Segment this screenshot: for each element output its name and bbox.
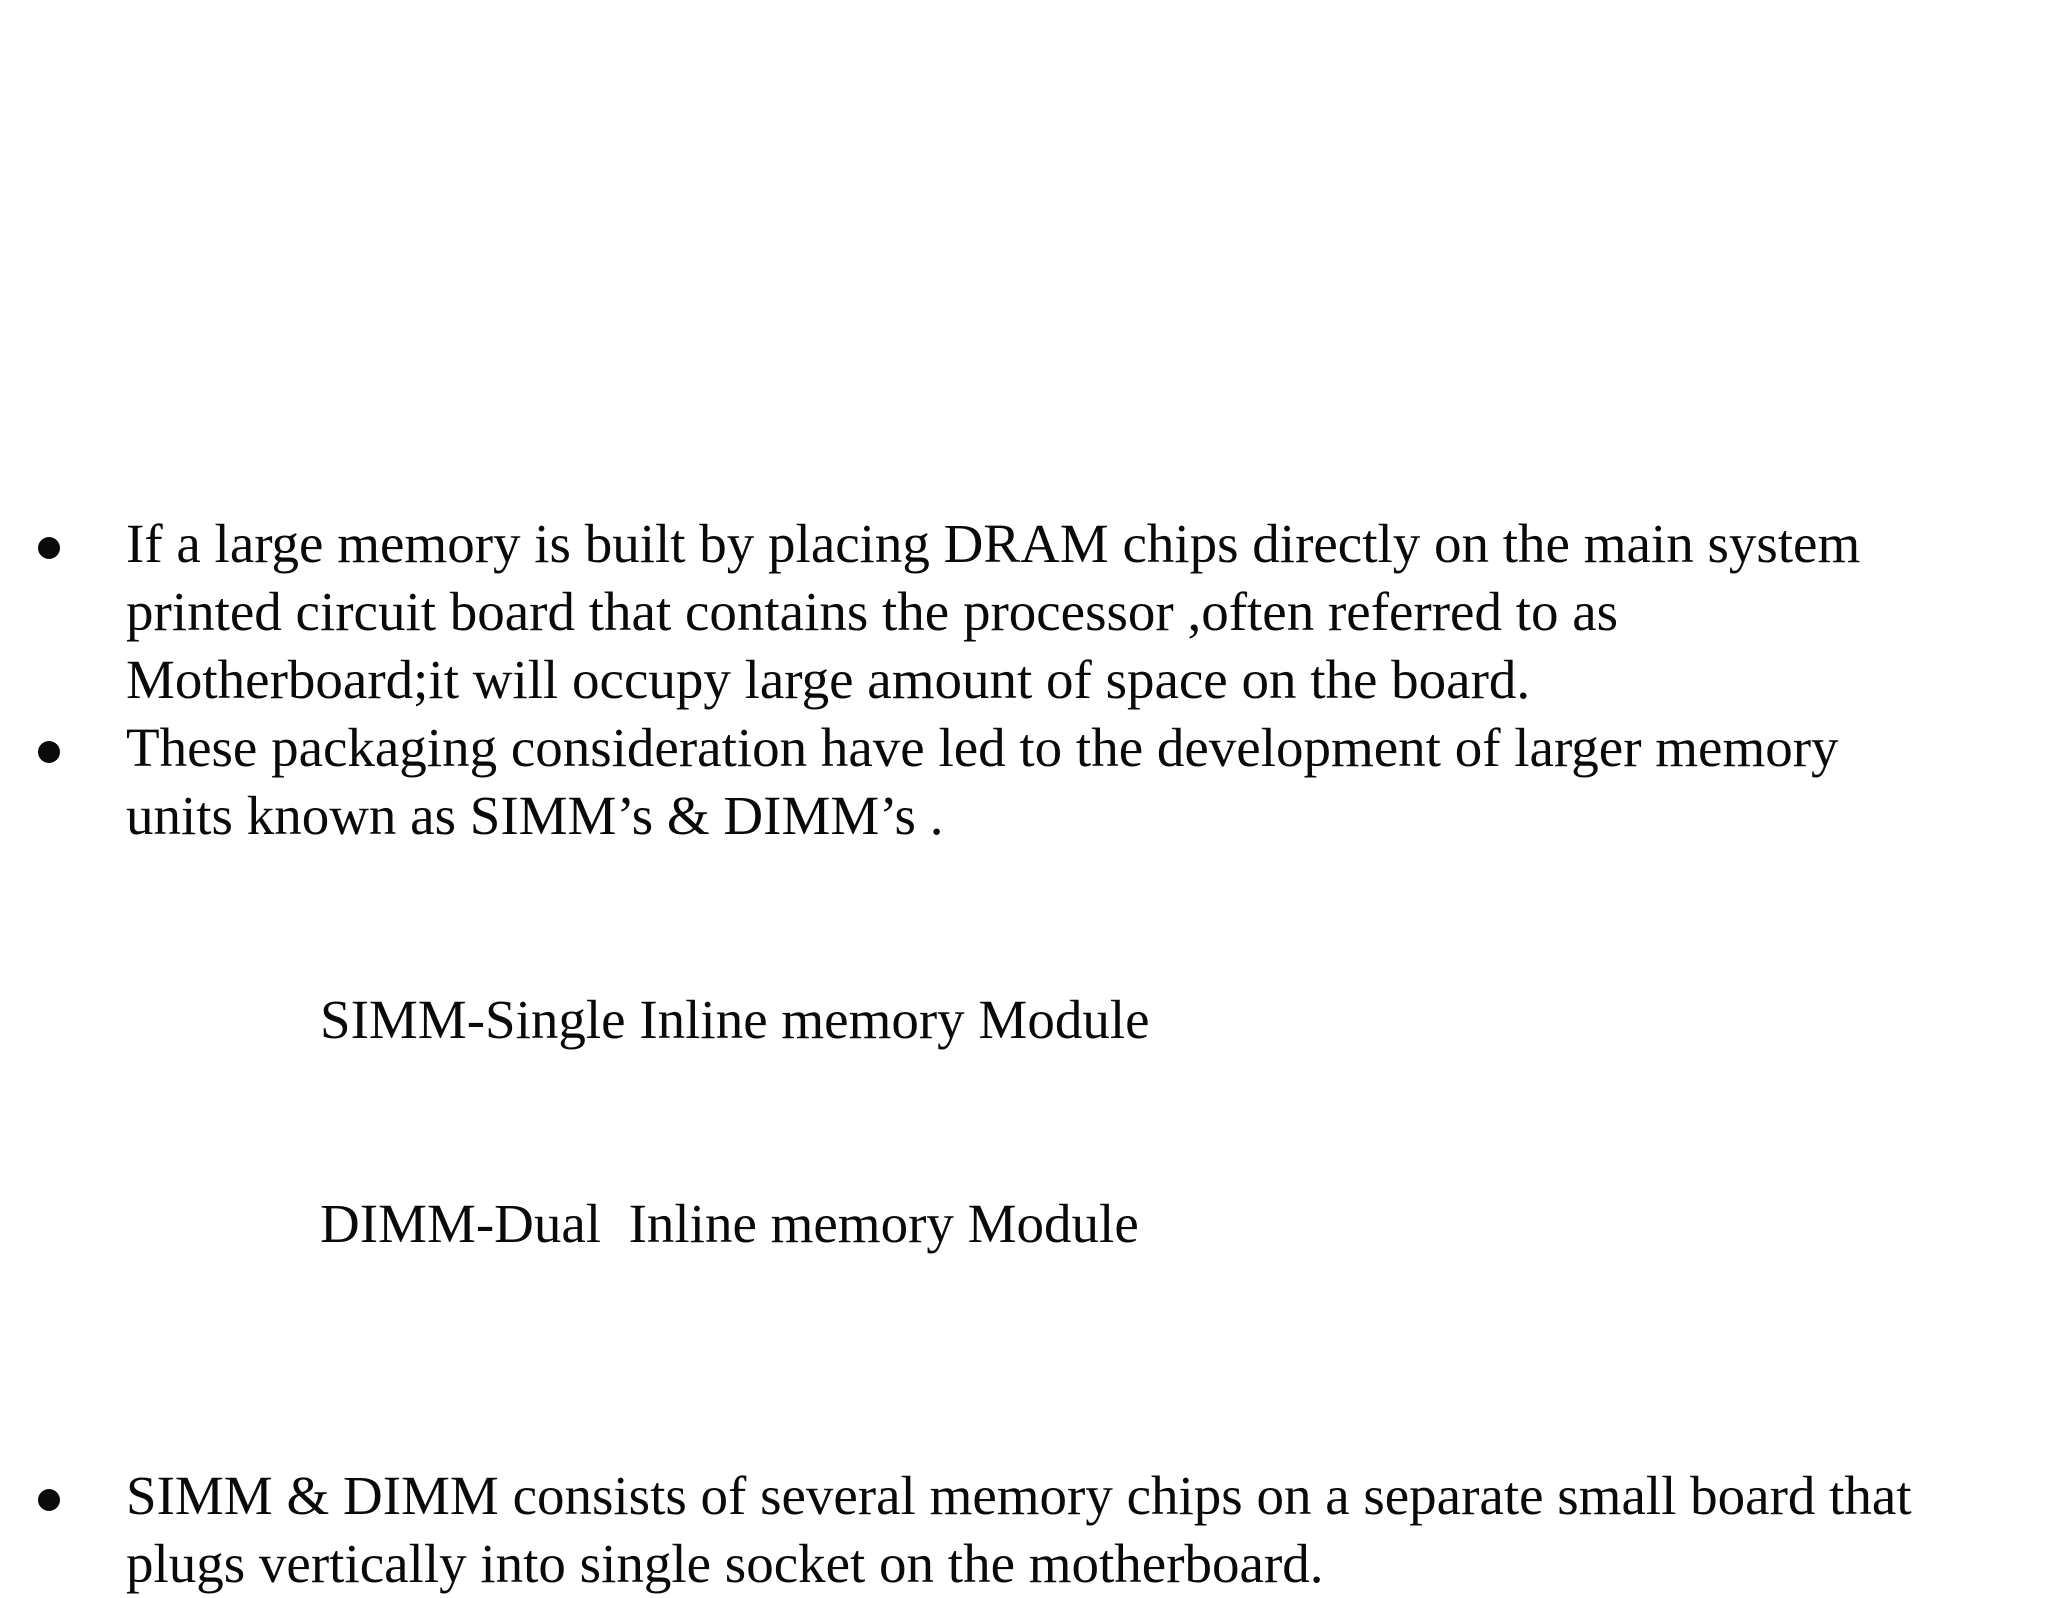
bullet-line: printed circuit board that contains the processor ,often referred to as <box>126 581 1619 642</box>
bullet-list <box>0 510 2048 1598</box>
bullet-line: units known as SIMM’s & DIMM’s . <box>126 785 944 846</box>
simm-definition: SIMM-Single Inline memory Module <box>320 989 1150 1050</box>
bullet-line: If a large memory is built by placing DRAM chips directly on the main system <box>126 513 1861 574</box>
dimm-definition: DIMM-Dual Inline memory Module <box>320 1193 1139 1254</box>
bullet-item-simm-dimm <box>0 1462 2048 1598</box>
bullet-line: Motherboard;it will occupy large amount of space on the board. <box>126 649 1531 710</box>
bullet-item-packaging <box>0 714 2048 850</box>
bullet-line: plugs vertically into single socket on the motherboard. <box>126 1533 1324 1594</box>
bullet-dot-icon <box>38 1489 60 1511</box>
module-definitions <box>0 850 2048 1394</box>
spacer <box>0 1394 2048 1462</box>
bullet-line: SIMM & DIMM consists of several memory chips on a separate small board that <box>126 1465 1912 1526</box>
bullet-dot-icon <box>38 741 60 763</box>
bullet-line: These packaging consideration have led to the development of larger memory <box>126 717 1839 778</box>
bullet-dot-icon <box>38 537 60 559</box>
bullet-item-dram <box>0 510 2048 714</box>
